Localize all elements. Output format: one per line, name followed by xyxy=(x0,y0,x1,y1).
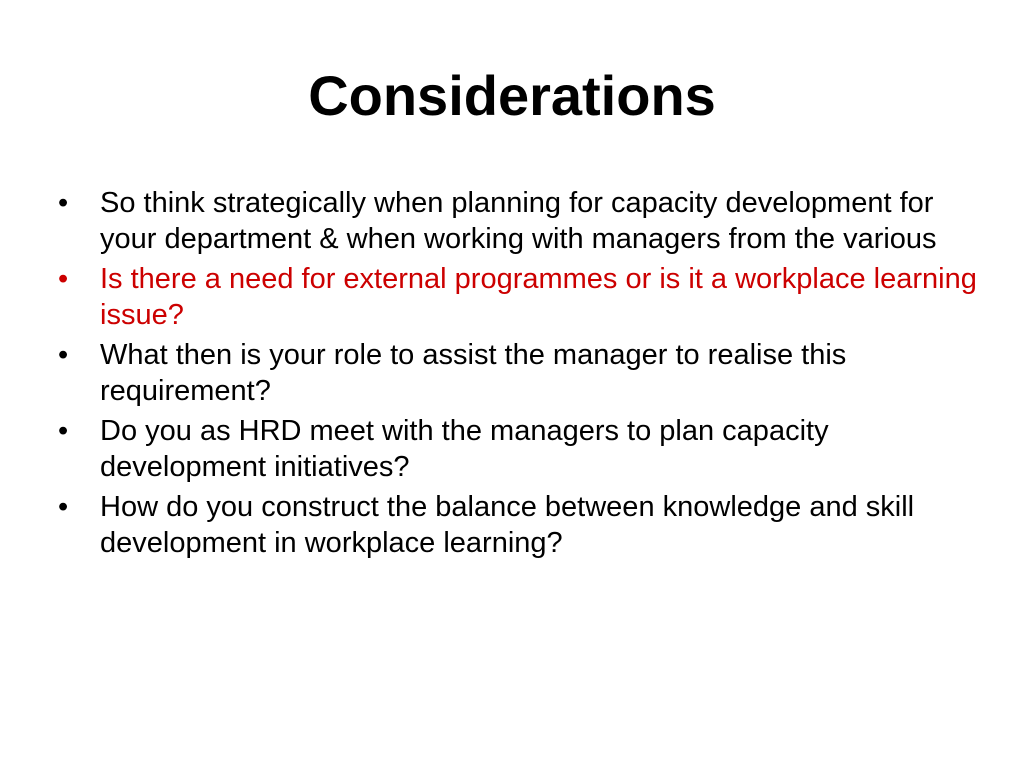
bullet-icon: • xyxy=(58,491,69,523)
bullet-icon: • xyxy=(58,339,69,371)
bullet-text: So think strategically when planning for capacity development for your department & when working with managers from the various xyxy=(100,187,937,255)
bullet-icon: • xyxy=(58,187,69,219)
slide-title: Considerations xyxy=(308,64,716,127)
bullet-icon: • xyxy=(58,263,69,295)
bullet-item-highlighted xyxy=(58,261,978,333)
bullet-item xyxy=(58,413,978,485)
bullet-list xyxy=(58,185,978,565)
bullet-icon: • xyxy=(58,415,69,447)
bullet-item xyxy=(58,185,978,257)
bullet-item xyxy=(58,337,978,409)
bullet-text: Do you as HRD meet with the managers to plan capacity development initiatives? xyxy=(100,415,829,483)
bullet-text: Is there a need for external programmes or is it a workplace learning issue? xyxy=(100,263,977,331)
bullet-item xyxy=(58,489,978,561)
bullet-text: How do you construct the balance between knowledge and skill development in workplace learning? xyxy=(100,491,915,559)
bullet-text: What then is your role to assist the manager to realise this requirement? xyxy=(100,339,847,407)
